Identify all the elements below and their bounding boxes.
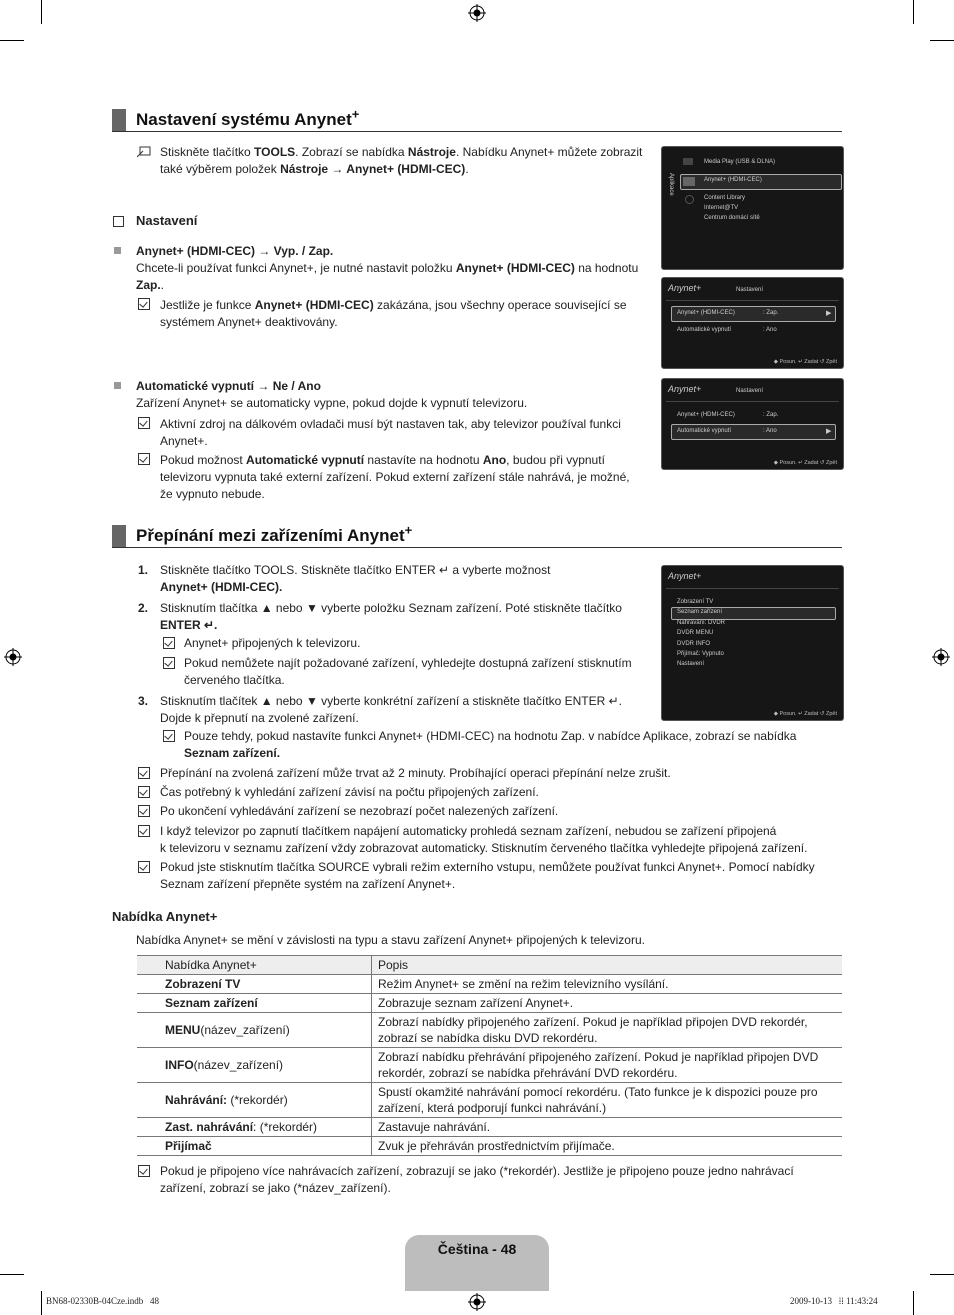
device-item: Zobrazení TV [677, 599, 714, 605]
note-icon [138, 417, 150, 429]
table-cell-name: Zast. nahrávání: (*rekordér) [137, 1118, 372, 1137]
note-1: Přepínání na zvolená zařízení může trvat až 2 minuty. Probíhající operaci přepínání nelze zrušit. [160, 766, 671, 780]
table-header-cell: Popis [372, 956, 843, 975]
intro-paragraph: Stiskněte tlačítko TOOLS. Zobrazí se nabídka Nástroje. Nabídku Anynet+ můžete zobrazit také výběrem položek Nástroje → Anynet+ (HDMI-CEC). [160, 145, 643, 176]
item2-note1: Aktivní zdroj na dálkovém ovladači musí být nastaven tak, aby televizor používal funkci Anynet+. [160, 417, 621, 448]
item1-note: Jestliže je funkce Anynet+ (HDMI-CEC) zakázána, jsou všechny operace související se systémem Anynet+ deaktivovány. [160, 298, 627, 329]
note-icon [138, 786, 150, 798]
table-header-cell: Nabídka Anynet+ [137, 956, 372, 975]
table-cell-name: Nahrávání: (*rekordér) [137, 1083, 372, 1118]
arrow-right-icon: ▶ [826, 310, 832, 317]
registration-mark-icon [468, 4, 486, 22]
menu-item: Centrum domácí sítě [704, 215, 760, 221]
anynet-logo: Anynet+ [668, 283, 702, 293]
step3-note: Pouze tehdy, pokud nastavíte funkci Anynet+ (HDMI-CEC) na hodnotu Zap. v nabídce Aplikace, zobrazí se nabídka Seznam zařízení. [184, 729, 797, 760]
bullet-square-icon [114, 247, 121, 254]
menu-item: Media Play (USB & DLNA) [704, 159, 776, 165]
step2-text: Stisknutím tlačítka ▲ nebo ▼ vyberte položku Seznam zařízení. Poté stiskněte tlačítko ENTER ↵. [160, 601, 622, 632]
table-cell-name: Zobrazení TV [137, 975, 372, 994]
setting-value: : Zap. [763, 310, 779, 316]
note-icon [138, 805, 150, 817]
tv-screen-nastaveni-2 [661, 378, 844, 470]
table-cell-desc: Zastavuje nahrávání. [372, 1118, 843, 1137]
note-icon [138, 861, 150, 873]
setting-label: Anynet+ (HDMI-CEC) [677, 310, 735, 316]
content-icon [685, 195, 694, 204]
table-row [137, 1083, 842, 1118]
table-cell-name: Přijímač [137, 1137, 372, 1156]
page-number-tab [405, 1235, 549, 1291]
crop-mark [913, 1291, 914, 1315]
note-icon [138, 1165, 150, 1177]
device-item: DVDR MENU [677, 630, 714, 636]
print-file-info: BN68-02330B-04Cze.indb 48 [46, 1296, 159, 1306]
step3-text: Stisknutím tlačítek ▲ nebo ▼ vyberte konkrétní zařízení a stiskněte tlačítko ENTER ↵. Dojde k přepnutí na zvolené zařízení. [160, 694, 622, 725]
table-cell-name: MENU(název_zařízení) [137, 1013, 372, 1048]
section-title: Přepínání mezi zařízeními Anynet [136, 526, 405, 545]
note-2: Čas potřebný k vyhledání zařízení závisí na počtu připojených zařízení. [160, 785, 539, 799]
table-row [137, 1118, 842, 1137]
note-4: I když televizor po zapnutí tlačítkem napájení automaticky prohledá seznam zařízení, nebudou se zařízení připojená k televizoru v seznamu zařízení vždy zobrazovat automaticky. Stisknutím červeného tlačítka vyhledejte připojená zařízení. [160, 824, 808, 855]
bullet-square-icon [114, 382, 121, 389]
section-heading: Nastavení systému Anynet+ [112, 109, 842, 132]
subheading-nastaveni: Nastavení [136, 213, 198, 228]
note-icon [163, 657, 175, 669]
note-icon [163, 637, 175, 649]
section-title: Nastavení systému Anynet [136, 110, 352, 129]
menu-item: Anynet+ (HDMI-CEC) [704, 177, 762, 183]
table-cell-desc: Zobrazí nabídku přehrávání připojeného zařízení. Pokud je například připojen DVD rekordér, zobrazí se nabídka přehrávání DVD rekordéru. [372, 1048, 843, 1083]
anynet-menu-heading: Nabídka Anynet+ [112, 909, 218, 924]
item1-block: Anynet+ (HDMI-CEC) → Vyp. / Zap. Chcete-li používat funkci Anynet+, je nutné nastavit položku Anynet+ (HDMI-CEC) na hodnotu Zap.. [136, 244, 639, 292]
note-icon [138, 767, 150, 779]
section-heading: Přepínání mezi zařízeními Anynet+ [112, 525, 842, 548]
step-number: 1. [138, 563, 149, 577]
table-row [137, 975, 842, 994]
setting-value: : Ano [763, 428, 777, 434]
screen-title: Nastavení [736, 287, 764, 293]
screen-title: Nastavení [736, 388, 764, 394]
setting-label: Automatické vypnutí [677, 327, 732, 333]
note-icon [138, 298, 150, 310]
device-item: DVDR INFO [677, 641, 710, 647]
menu-item: Internet@TV [704, 205, 739, 211]
table-cell-desc: Zobrazí nabídky připojeného zařízení. Pokud je například připojen DVD rekordér, zobrazí se nabídka disku DVD rekordéru. [372, 1013, 843, 1048]
table-cell-name: INFO(název_zařízení) [137, 1048, 372, 1083]
media-play-icon [683, 158, 693, 165]
table-header-row [137, 956, 842, 975]
note-icon [138, 825, 150, 837]
device-item: Přijímač: Vypnuto [677, 651, 724, 657]
table-row [137, 994, 842, 1013]
table-row [137, 1137, 842, 1156]
table-cell-desc: Zvuk je přehráván prostřednictvím přijímače. [372, 1137, 843, 1156]
crop-mark [41, 1291, 42, 1315]
anynet-logo: Anynet+ [668, 571, 702, 581]
registration-mark-icon [932, 648, 950, 666]
item2-note2: Pokud možnost Automatické vypnutí nastavíte na hodnotu Ano, budou při vypnutí televizoru vypnuta také externí zařízení. Pokud externí zařízení stále nahrává, je možné, že vypnuto nebude. [160, 453, 630, 501]
registration-mark-icon [4, 648, 22, 666]
step2-note1: Anynet+ připojených k televizoru. [184, 636, 361, 650]
table-row [137, 1013, 842, 1048]
crop-mark [0, 40, 24, 41]
note-icon [163, 730, 175, 742]
screen-hint: ◆ Posun. ↵ Zadat ↺ Zpět [773, 460, 837, 466]
crop-mark [41, 0, 42, 24]
step-number: 3. [138, 694, 149, 708]
crop-mark [913, 0, 914, 24]
anynet-icon [683, 177, 695, 186]
note-3: Po ukončení vyhledávání zařízení se nezobrazí počet nalezených zařízení. [160, 804, 559, 818]
tv-screen-aplikace [661, 146, 844, 270]
device-item: Nastavení [677, 661, 705, 667]
step1-text: Stiskněte tlačítko TOOLS. Stiskněte tlačítko ENTER ↵ a vyberte možnost Anynet+ (HDMI-CEC). [160, 563, 551, 594]
anynet-menu-table [137, 955, 842, 1156]
arrow-right-icon: ▶ [826, 428, 832, 435]
setting-label: Automatické vypnutí [677, 428, 732, 434]
registration-mark-icon [468, 1293, 486, 1311]
table-cell-desc: Zobrazuje seznam zařízení Anynet+. [372, 994, 843, 1013]
page-label: Čeština - 48 [437, 1241, 517, 1257]
screen-hint: ◆ Posun. ↵ Zadat ↺ Zpět [773, 711, 837, 717]
step-number: 2. [138, 601, 149, 615]
crop-mark [930, 40, 954, 41]
menu-item: Content Library [704, 195, 746, 201]
device-item: Seznam zařízení [677, 609, 723, 615]
anynet-menu-intro: Nabídka Anynet+ se mění v závislosti na typu a stavu zařízení Anynet+ připojených k televizoru. [136, 933, 645, 947]
side-label: Aplikace [668, 173, 674, 196]
final-note: Pokud je připojeno více nahrávacích zařízení, zobrazují se jako (*rekordér). Jestliže je připojeno pouze jedno nahrávací zařízení, zobrazí se jako (*název_zařízení). [160, 1164, 794, 1195]
table-cell-desc: Režim Anynet+ se změní na režim televizního vysílání. [372, 975, 843, 994]
note-5: Pokud jste stisknutím tlačítka SOURCE vybrali režim externího vstupu, nemůžete používat funkci Anynet+. Pomocí nabídky Seznam zařízení přepněte systém na zařízení Anynet+. [160, 860, 815, 891]
setting-label: Anynet+ (HDMI-CEC) [677, 412, 735, 418]
crop-mark [930, 1274, 954, 1275]
setting-value: : Ano [763, 327, 777, 333]
table-cell-desc: Spustí okamžité nahrávání pomocí rekordéru. (Tato funkce je k dispozici pouze pro zařízení, která podporují funkci nahrávání.) [372, 1083, 843, 1118]
note-icon [138, 453, 150, 465]
step2-note2: Pokud nemůžete najít požadované zařízení, vyhledejte dostupná zařízení stisknutím červeného tlačítka. [184, 656, 632, 687]
table-cell-name: Seznam zařízení [137, 994, 372, 1013]
screen-hint: ◆ Posun. ↵ Zadat ↺ Zpět [773, 359, 837, 365]
device-item: Nahrávání: DVDR [677, 620, 726, 626]
setting-value: : Zap. [763, 412, 779, 418]
anynet-logo: Anynet+ [668, 384, 702, 394]
item2-block: Automatické vypnutí → Ne / Ano Zařízení Anynet+ se automaticky vypne, pokud dojde k vypnutí televizoru. [136, 379, 528, 410]
print-date-info: 2009-10-13 ⁞⁞ 11:43:24 [790, 1296, 878, 1306]
tv-screen-device-list [661, 565, 844, 721]
tools-icon [137, 146, 151, 158]
crop-mark [0, 1274, 24, 1275]
table-row [137, 1048, 842, 1083]
tv-screen-nastaveni-1 [661, 277, 844, 369]
checkbox-bullet-icon [113, 216, 124, 227]
